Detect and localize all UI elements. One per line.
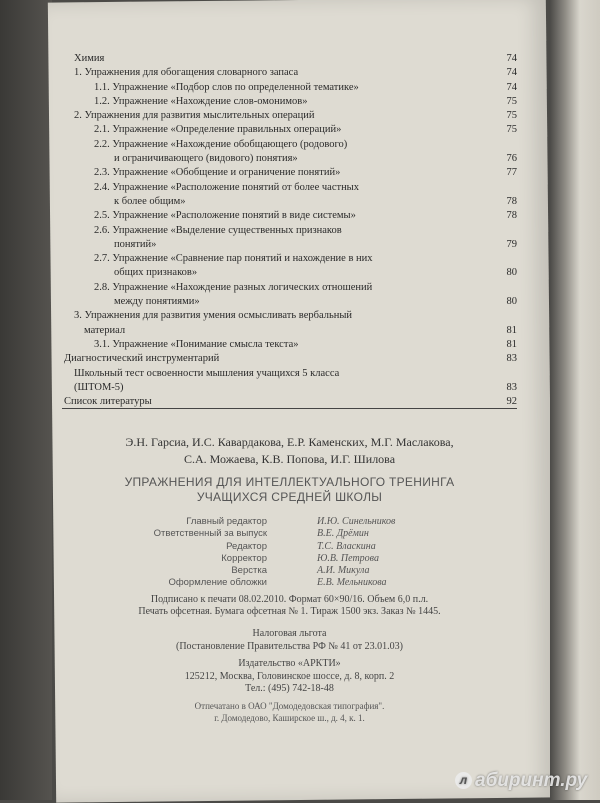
toc-entry-text: понятий» xyxy=(114,238,157,250)
toc-row xyxy=(62,367,517,381)
credit-name: Ю.В. Петрова xyxy=(317,552,379,564)
toc-row xyxy=(62,309,517,323)
toc-row xyxy=(62,324,517,338)
credit-row xyxy=(62,565,517,577)
toc-entry-text: 2.7. Упражнение «Сравнение пар понятий и нахождение в них xyxy=(94,253,373,265)
tax-line: Налоговая льгота xyxy=(252,628,327,639)
toc-row xyxy=(62,52,517,66)
credit-role: Верстка xyxy=(231,565,267,577)
toc-row xyxy=(62,81,517,95)
toc-entry-text: Список литературы xyxy=(64,396,152,408)
toc-row xyxy=(62,281,517,295)
toc-row xyxy=(62,381,517,395)
toc-page-number: 92 xyxy=(506,396,517,408)
authors-line: Э.Н. Гарсиа, И.С. Кавардакова, Е.Р. Каменских, М.Г. Маслакова, xyxy=(125,435,454,449)
toc-entry-text: 1.1. Упражнение «Подбор слов по определенной тематике» xyxy=(94,81,359,93)
imprint-line: Печать офсетная. Бумага офсетная № 1. Тираж 1500 экз. Заказ № 1445. xyxy=(138,606,441,618)
publisher-block xyxy=(62,658,517,696)
toc-page-number: 76 xyxy=(506,153,517,165)
book-title-line: УЧАЩИХСЯ СРЕДНЕЙ ШКОЛЫ xyxy=(196,490,383,504)
credit-name: В.Е. Дрёмин xyxy=(317,528,369,540)
toc-row xyxy=(62,266,517,280)
toc-entry-text: 2.8. Упражнение «Нахождение разных логических отношений xyxy=(94,281,373,293)
toc-entry-text: и ограничивающего (видового) понятия» xyxy=(114,153,298,165)
credit-role: Корректор xyxy=(221,552,267,564)
toc-row xyxy=(62,181,517,195)
toc-entry-text: 2.3. Упражнение «Обобщение и ограничение понятий» xyxy=(94,167,341,179)
toc-page-number: 81 xyxy=(506,324,517,336)
toc-entry-text: 2. Упражнения для развития мыслительных операций xyxy=(74,110,315,122)
toc-page-number: 83 xyxy=(506,353,517,365)
toc-row xyxy=(62,295,517,309)
page-edge xyxy=(550,0,600,800)
toc-entry-text: (ШТОМ-5) xyxy=(74,381,124,393)
book-title xyxy=(62,475,517,505)
book-title-line: УПРАЖНЕНИЯ ДЛЯ ИНТЕЛЛЕКТУАЛЬНОГО ТРЕНИНГА xyxy=(124,475,455,489)
credit-role: Ответственный за выпуск xyxy=(153,528,267,540)
toc-row xyxy=(62,224,517,238)
toc-entry-text: 1.2. Упражнение «Нахождение слов-омонимов» xyxy=(94,95,308,107)
toc-row xyxy=(62,195,517,209)
toc-row xyxy=(62,338,517,352)
toc-page-number: 81 xyxy=(506,338,517,350)
imprint-line: Подписано к печати 08.02.2010. Формат 60×90/16. Объем 6,0 п.л. xyxy=(150,594,429,605)
publisher-line: 125212, Москва, Головинское шоссе, д. 8, корп. 2 xyxy=(184,670,395,682)
credit-name: А.И. Микула xyxy=(317,565,370,577)
toc-entry-text: Школьный тест освоенности мышления учащихся 5 класса xyxy=(74,367,340,379)
toc-row xyxy=(62,95,517,109)
toc-entry-text: 2.4. Упражнение «Расположение понятий от более частных xyxy=(94,181,359,193)
credit-role: Редактор xyxy=(226,540,267,552)
printer-line: Отпечатано в ОАО "Домодедовская типография". xyxy=(194,701,385,711)
credit-row xyxy=(62,516,517,528)
toc-entry-text: 2.5. Упражнение «Расположение понятий в виде системы» xyxy=(94,210,356,222)
credit-role: Главный редактор xyxy=(186,516,267,527)
tax-line: (Постановление Правительства РФ № 41 от 23.01.03) xyxy=(175,640,403,652)
table-of-contents xyxy=(62,52,517,409)
toc-row xyxy=(62,352,517,366)
toc-page-number: 74 xyxy=(506,53,517,64)
toc-page-number: 80 xyxy=(506,296,517,308)
printer-block xyxy=(62,700,517,724)
toc-entry-text: 2.1. Упражнение «Определение правильных операций» xyxy=(94,124,342,136)
toc-page-number: 75 xyxy=(506,124,517,136)
credit-name: Т.С. Власкина xyxy=(317,540,376,552)
background-left xyxy=(0,0,52,800)
toc-row xyxy=(62,109,517,123)
credit-row xyxy=(62,541,517,553)
imprint-block xyxy=(62,594,517,619)
separator-rule xyxy=(62,408,517,409)
credit-row xyxy=(62,528,517,540)
toc-page-number: 77 xyxy=(506,167,517,179)
toc-entry-text: 2.2. Упражнение «Нахождение обобщающего (родового) xyxy=(94,138,348,150)
toc-entry-text: Химия xyxy=(74,53,105,64)
toc-entry-text: к более общим» xyxy=(114,195,186,207)
toc-row xyxy=(62,138,517,152)
toc-entry-text: 3. Упражнения для развития умения осмысливать вербальный xyxy=(74,310,353,322)
toc-page-number: 80 xyxy=(506,267,517,279)
authors-line: С.А. Можаева, К.В. Попова, И.Г. Шилова xyxy=(183,452,396,466)
toc-entry-text: 3.1. Упражнение «Понимание смысла текста» xyxy=(94,338,299,350)
tax-block xyxy=(62,628,517,653)
credit-name: Е.В. Мельникова xyxy=(317,577,387,589)
toc-row xyxy=(62,166,517,180)
toc-page-number: 78 xyxy=(506,210,517,222)
toc-row xyxy=(62,152,517,166)
toc-entry-text: общих признаков» xyxy=(114,267,198,279)
labirint-logo-icon: л xyxy=(455,772,472,789)
toc-entry-text: между понятиями» xyxy=(114,296,200,308)
toc-page-number: 75 xyxy=(506,110,517,122)
toc-row xyxy=(62,66,517,80)
authors-block xyxy=(62,434,517,468)
watermark xyxy=(455,770,587,792)
toc-page-number: 74 xyxy=(506,67,517,79)
toc-entry-text: Диагностический инструментарий xyxy=(64,353,220,365)
credit-role: Оформление обложки xyxy=(168,577,267,589)
toc-page-number: 79 xyxy=(506,238,517,250)
toc-entry-text: 2.6. Упражнение «Выделение существенных признаков xyxy=(94,224,342,236)
toc-row xyxy=(62,209,517,223)
credit-row xyxy=(62,577,517,589)
credits-block xyxy=(62,516,517,590)
toc-row xyxy=(62,123,517,137)
toc-row xyxy=(62,238,517,252)
printer-line: г. Домодедово, Каширское ш., д. 4, к. 1. xyxy=(214,713,365,723)
toc-page-number: 83 xyxy=(506,381,517,393)
credit-name: И.Ю. Синельников xyxy=(317,516,396,527)
watermark-text: абиринт.ру xyxy=(475,770,588,791)
toc-page-number: 75 xyxy=(506,95,517,107)
toc-entry-text: 1. Упражнения для обогащения словарного запаса xyxy=(74,67,299,79)
toc-page-number: 74 xyxy=(506,81,517,93)
toc-page-number: 78 xyxy=(506,195,517,207)
credit-row xyxy=(62,553,517,565)
toc-entry-text: материал xyxy=(84,324,126,336)
publisher-line: Тел.: (495) 742-18-48 xyxy=(245,683,334,694)
publisher-line: Издательство «АРКТИ» xyxy=(238,658,341,669)
toc-row xyxy=(62,252,517,266)
